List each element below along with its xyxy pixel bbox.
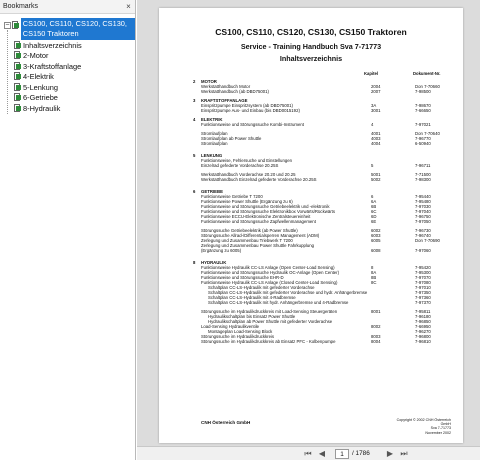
- toc-entry-label: Funktionsweise Getriebe T 7200: [201, 194, 263, 199]
- toc-row: [201, 339, 451, 344]
- bookmark-page-icon: [14, 72, 21, 81]
- last-page-icon[interactable]: ⏭: [400, 449, 408, 458]
- toc-entry-chapter: 6B: [371, 204, 377, 209]
- footer-company: CNH Österreich GmbH: [201, 420, 251, 425]
- toc-entry-document: 7-97370: [415, 300, 431, 305]
- toc-entry-document: 7-66650: [415, 108, 431, 113]
- toc-entry-label: Einspritzpumpe Einspritzsystem (ab DBD75001): [201, 103, 293, 108]
- toc-entry-label: Montageplan Load-Sensing Block: [208, 329, 273, 334]
- toc-entry-chapter: 2004: [371, 84, 381, 89]
- bookmark-page-icon: [14, 83, 21, 92]
- toc-entry-document: Don 7-70690: [415, 238, 440, 243]
- toc-entry-document: 7-96180: [415, 314, 431, 319]
- section-number: 2: [193, 79, 196, 84]
- next-page-icon[interactable]: ▶: [386, 449, 394, 458]
- toc-entry-document: 7-97360: [415, 295, 431, 300]
- toc-entry-document: 6-50940: [415, 141, 431, 146]
- toc-entry-label: Werkstatthandbuch Motor: [201, 84, 251, 89]
- footer-line: November 2002: [425, 430, 451, 435]
- toc-entry-document: 7-97350: [415, 290, 431, 295]
- bookmark-label[interactable]: 8-Hydraulik: [23, 103, 61, 113]
- document-heading: Inhaltsverzeichnis: [279, 54, 343, 63]
- toc-entry-label: Werkstatthandbuch (ab DBD75001): [201, 89, 269, 94]
- section-title: ELEKTRIK: [201, 117, 223, 122]
- toc-spacer: [201, 253, 451, 260]
- toc-entry-document: 7-96850: [415, 319, 431, 324]
- toc-entry-chapter: 6003: [371, 233, 381, 238]
- toc-entry-chapter: 6: [371, 194, 374, 199]
- bookmark-item-getriebe[interactable]: [14, 93, 135, 104]
- toc-entry-label: Zerlegung und Zusammenbau Triebwerk T 7200: [201, 238, 293, 243]
- bookmark-page-icon: [14, 51, 21, 60]
- toc-entry-label: Störungssuche im Hydraulikdruckkreis mit Load-Sensing Steuergeräten: [201, 309, 338, 314]
- toc-entry-label: Funktionsweise Power Shuttle (Ergänzung zu 6): [201, 199, 293, 204]
- toc-entry-document: 7-97070: [415, 275, 431, 280]
- toc-entry-label: Funktionsweise, Fehlersuche und Einstellungen: [201, 158, 293, 163]
- toc-entry-label: Schaltplan CC-LS-Hydraulik mit 4-Radbremse: [208, 295, 296, 300]
- toc-entry-chapter: 2007: [371, 89, 381, 94]
- bookmark-item-motor[interactable]: [14, 51, 135, 62]
- footer-copyright: [395, 418, 451, 435]
- toc-entry-document: 7-95440: [415, 194, 431, 199]
- bookmark-label[interactable]: 3-Kraftstoffanlage: [23, 61, 82, 71]
- prev-page-icon[interactable]: ◀: [318, 449, 326, 458]
- toc-entry-document: 7-96750: [415, 214, 431, 219]
- toc-entry-label: Störungssuche Getriebeelektrik (ab Power Shuttle): [201, 228, 298, 233]
- toc-row: [201, 177, 451, 182]
- toc-entry-document: Don 7-70660: [415, 84, 440, 89]
- toc-entry-label: Funktionsweise und Störungssuche Elektronikbox Vorwärts/Rückwärts: [201, 209, 335, 214]
- page-navigation-toolbar: [137, 446, 480, 460]
- bookmark-item-lenkung[interactable]: [14, 82, 135, 93]
- toc-entry-chapter: 6A: [371, 199, 377, 204]
- toc-entry-chapter: 6C: [371, 209, 377, 214]
- toc-entry-document: 7-97050: [415, 219, 431, 224]
- section-number: 8: [193, 260, 196, 265]
- section-title: LENKUNG: [201, 153, 223, 158]
- section-number: 3: [193, 98, 196, 103]
- toc-entry-document: 7-97010: [415, 285, 431, 290]
- toc-entry-label: Funktionsweise und Störungssuche Hydraulik OC-Anlage (Open Center): [201, 270, 340, 275]
- column-header-dokument: Dokument-Nr.: [413, 71, 441, 76]
- toc-entry-chapter: 4001: [371, 131, 381, 136]
- bookmark-page-icon: [14, 104, 21, 113]
- page-number-input[interactable]: [335, 449, 349, 459]
- toc-entry-document: Don 7-70640: [415, 131, 440, 136]
- toc-row: [201, 89, 451, 94]
- bookmark-page-icon: [12, 21, 19, 30]
- toc-entry-label: Funktionsweise und Störungssuche Zapfwellenmanagement: [201, 219, 316, 224]
- bookmark-label[interactable]: 6-Getriebe: [23, 93, 58, 103]
- section-title: KRAFTSTOFFANLAGE: [201, 98, 248, 103]
- section-number: 6: [193, 189, 196, 194]
- bookmark-page-icon: [14, 62, 21, 71]
- toc-entry-chapter: 8A: [371, 270, 377, 275]
- toc-entry-document: 7-95480: [415, 199, 431, 204]
- toc-entry-document: 7-98670: [415, 103, 431, 108]
- toc-entry-document: 7-97080: [415, 280, 431, 285]
- toc-row: [201, 122, 451, 127]
- toc-entry-document: 7-97060: [415, 248, 431, 253]
- toc-entry-label: Schaltplan CC-LS-Hydraulik mit hydr. Anhängerbremse und 4-Radbremse: [208, 300, 349, 305]
- toc-entry-document: 7-66950: [415, 324, 431, 329]
- toc-entry-chapter: 5001: [371, 172, 381, 177]
- toc-entry-label: Funktionsweise und Störungssuche Getriebeelektrik und -elektronik: [201, 204, 330, 209]
- bookmark-item-kraftstoffanlage[interactable]: [14, 61, 135, 72]
- document-page: [159, 8, 463, 443]
- column-header-kapitel: Kapitel: [364, 71, 378, 76]
- toc-entry-chapter: 3A: [371, 103, 377, 108]
- section-title: HYDRAULIK: [201, 260, 227, 265]
- toc-entry-label: Einspritzpumpe Aus- und Einbau (bis DBD0015192): [201, 108, 300, 113]
- toc-entry-label: Schaltplan CC-LS-Hydraulik mit gefederter Vorderachse: [208, 285, 315, 290]
- toc-entry-document: 7-96730: [415, 228, 431, 233]
- toc-entry-label: Funktionsweise und Störungssuche EHR-D: [201, 275, 284, 280]
- bookmark-item-hydraulik[interactable]: [14, 103, 135, 114]
- bookmarks-header: [0, 0, 135, 14]
- toc-row: [201, 141, 451, 146]
- toc-entry-label: Stromlaufplan ab Power Shuttle: [201, 136, 262, 141]
- toc-entry-document: 7-97021: [415, 122, 431, 127]
- toc-entry-chapter: 8: [371, 265, 374, 270]
- bookmark-root-label[interactable]: CS100, CS110, CS120, CS130, CS150 Traktoren: [21, 18, 135, 40]
- toc-entry-document: 7-71500: [415, 172, 431, 177]
- bookmark-label[interactable]: 2-Motor: [23, 51, 49, 61]
- toc-entry-chapter: 3001: [371, 108, 381, 113]
- toc-row: [201, 163, 451, 168]
- toc-entry-chapter: 5: [371, 163, 374, 168]
- toc-entry-label: Stromlaufplan: [201, 141, 228, 146]
- section-number: 4: [193, 117, 196, 122]
- bookmarks-panel: [0, 0, 136, 460]
- toc-entry-chapter: 6005: [371, 238, 381, 243]
- page-total: / 1786: [352, 450, 370, 457]
- bookmark-label[interactable]: 4-Elektrik: [23, 72, 54, 82]
- toc-entry-label: Störungssuche Allrad-/Differentialsperren Management (ADM): [201, 233, 320, 238]
- toc-row: [201, 219, 451, 224]
- toc-entry-label: Hydraulikschaltplan ab Power Shuttle mit gefederter Vorderachse: [208, 319, 333, 324]
- section-title: MOTOR: [201, 79, 217, 84]
- toc-entry-label: Funktionsweise ECCU-Elektronische Zentralsteuereinheit: [201, 214, 311, 219]
- bookmark-label[interactable]: Inhaltsverzeichnis: [23, 40, 82, 50]
- toc-entry-document: 7-96770: [415, 136, 431, 141]
- toc-entry-chapter: 6008: [371, 248, 381, 253]
- toc-entry-chapter: 8003: [371, 334, 381, 339]
- document-title: CS100, CS110, CS120, CS130, CS150 Traktoren: [215, 27, 407, 37]
- toc-entry-label: Schaltplan CC-LS-Hydraulik mit gefederter Vorderachse und hydr. Anhängerbremse: [208, 290, 368, 295]
- toc-entry-label: Einzelrad gefederte Vorderachse 20.25S: [201, 163, 279, 168]
- close-icon[interactable]: ×: [126, 2, 131, 11]
- toc-entry-document: 7-96740: [415, 233, 431, 238]
- bookmark-page-icon: [14, 41, 21, 50]
- toc-spacer: [201, 146, 451, 153]
- toc-entry-label: (Ergänzung zu 6005): [201, 248, 242, 253]
- toc-entry-label: Werkstatthandbuch Vorderachse 20.20 und 20.25: [201, 172, 296, 177]
- toc-entry-label: Störungssuche im Hydraulikdruckkreis ab Einsatz PFC - Kolbenpumpe: [201, 339, 336, 344]
- section-number: 5: [193, 153, 196, 158]
- toc-row: [201, 248, 451, 253]
- section-title: GETRIEBE: [201, 189, 223, 194]
- toc-entry-document: 7-95300: [415, 270, 431, 275]
- toc-entry-chapter: 6D: [371, 214, 377, 219]
- toc-entry-document: 7-96711: [415, 163, 431, 168]
- bookmarks-title: Bookmarks: [3, 3, 39, 10]
- bookmark-root[interactable]: [4, 18, 135, 40]
- toc-entry-label: Störungssuche im Hydraulikdruckkreis: [201, 334, 275, 339]
- toc-entry-document: 7-97040: [415, 209, 431, 214]
- document-viewer[interactable]: [137, 0, 480, 460]
- toc-entry-document: 7-96800: [415, 334, 431, 339]
- toc-entry-label: Stromlaufplan: [201, 131, 228, 136]
- toc-entry-document: 7-97030: [415, 204, 431, 209]
- bookmark-item-inhaltsverzeichnis[interactable]: [14, 40, 135, 51]
- document-subtitle: Service - Training Handbuch Sva 7-71773: [240, 42, 382, 51]
- toc-entry-label: Load-Sensing Hydraulikventile: [201, 324, 260, 329]
- tree-connector: [7, 30, 8, 114]
- toc-entry-label: Funktionsweise Hydraulik CC-LS Anlage (Closed Center-Load Sensing): [201, 280, 338, 285]
- bookmark-label[interactable]: 5-Lenkung: [23, 82, 58, 92]
- toc-row: [201, 300, 451, 305]
- toc-entry-chapter: 4: [371, 122, 374, 127]
- bookmark-item-elektrik[interactable]: [14, 72, 135, 83]
- toc-spacer: [201, 182, 451, 189]
- toc-entry-label: Werkstatthandbuch Einzelrad gefederte Vorderachse 20.25S: [201, 177, 317, 182]
- toc-entry-chapter: 6E: [371, 219, 377, 224]
- first-page-icon[interactable]: ⏮: [304, 449, 312, 458]
- toc-entry-chapter: 8002: [371, 324, 381, 329]
- toc-entry-label: Funktionsweise Hydraulik CC-LS Anlage (Open Center-Load Sensing): [201, 265, 335, 270]
- toc-entry-document: 7-96810: [415, 339, 431, 344]
- toc-entry-chapter: 8C: [371, 280, 377, 285]
- toc-entry-document: 7-95811: [415, 309, 431, 314]
- toc-row: [201, 108, 451, 113]
- toc-entry-chapter: 8001: [371, 309, 381, 314]
- toc-entry-document: 7-98300: [415, 177, 431, 182]
- table-of-contents: [193, 79, 451, 344]
- toc-entry-label: Hydraulikschaltplan bis Einsatz Power Shuttle: [208, 314, 296, 319]
- toc-entry-chapter: 4004: [371, 141, 381, 146]
- toc-entry-chapter: 8004: [371, 339, 381, 344]
- bookmark-tree: [0, 18, 135, 114]
- toc-entry-chapter: 4003: [371, 136, 381, 141]
- toc-entry-chapter: 5002: [371, 177, 381, 182]
- footer-line: Sva 7-71773: [430, 426, 451, 431]
- toc-entry-label: Zerlegung und Zusammenbau Power Shuttle Fahrkupplung: [201, 243, 314, 248]
- toc-entry-chapter: 6002: [371, 228, 381, 233]
- toc-entry-document: 7-98500: [415, 89, 431, 94]
- toc-entry-document: 7-96270: [415, 329, 431, 334]
- toc-entry-document: 7-95420: [415, 265, 431, 270]
- toc-entry-label: Funktionsweise und Störungssuche Kombi-Instrument: [201, 122, 304, 127]
- footer-line: Copyright © 2002 CNH Österreich GmbH: [396, 418, 451, 427]
- collapse-icon[interactable]: −: [5, 22, 10, 29]
- toc-entry-chapter: 8B: [371, 275, 377, 280]
- bookmark-page-icon: [14, 93, 21, 102]
